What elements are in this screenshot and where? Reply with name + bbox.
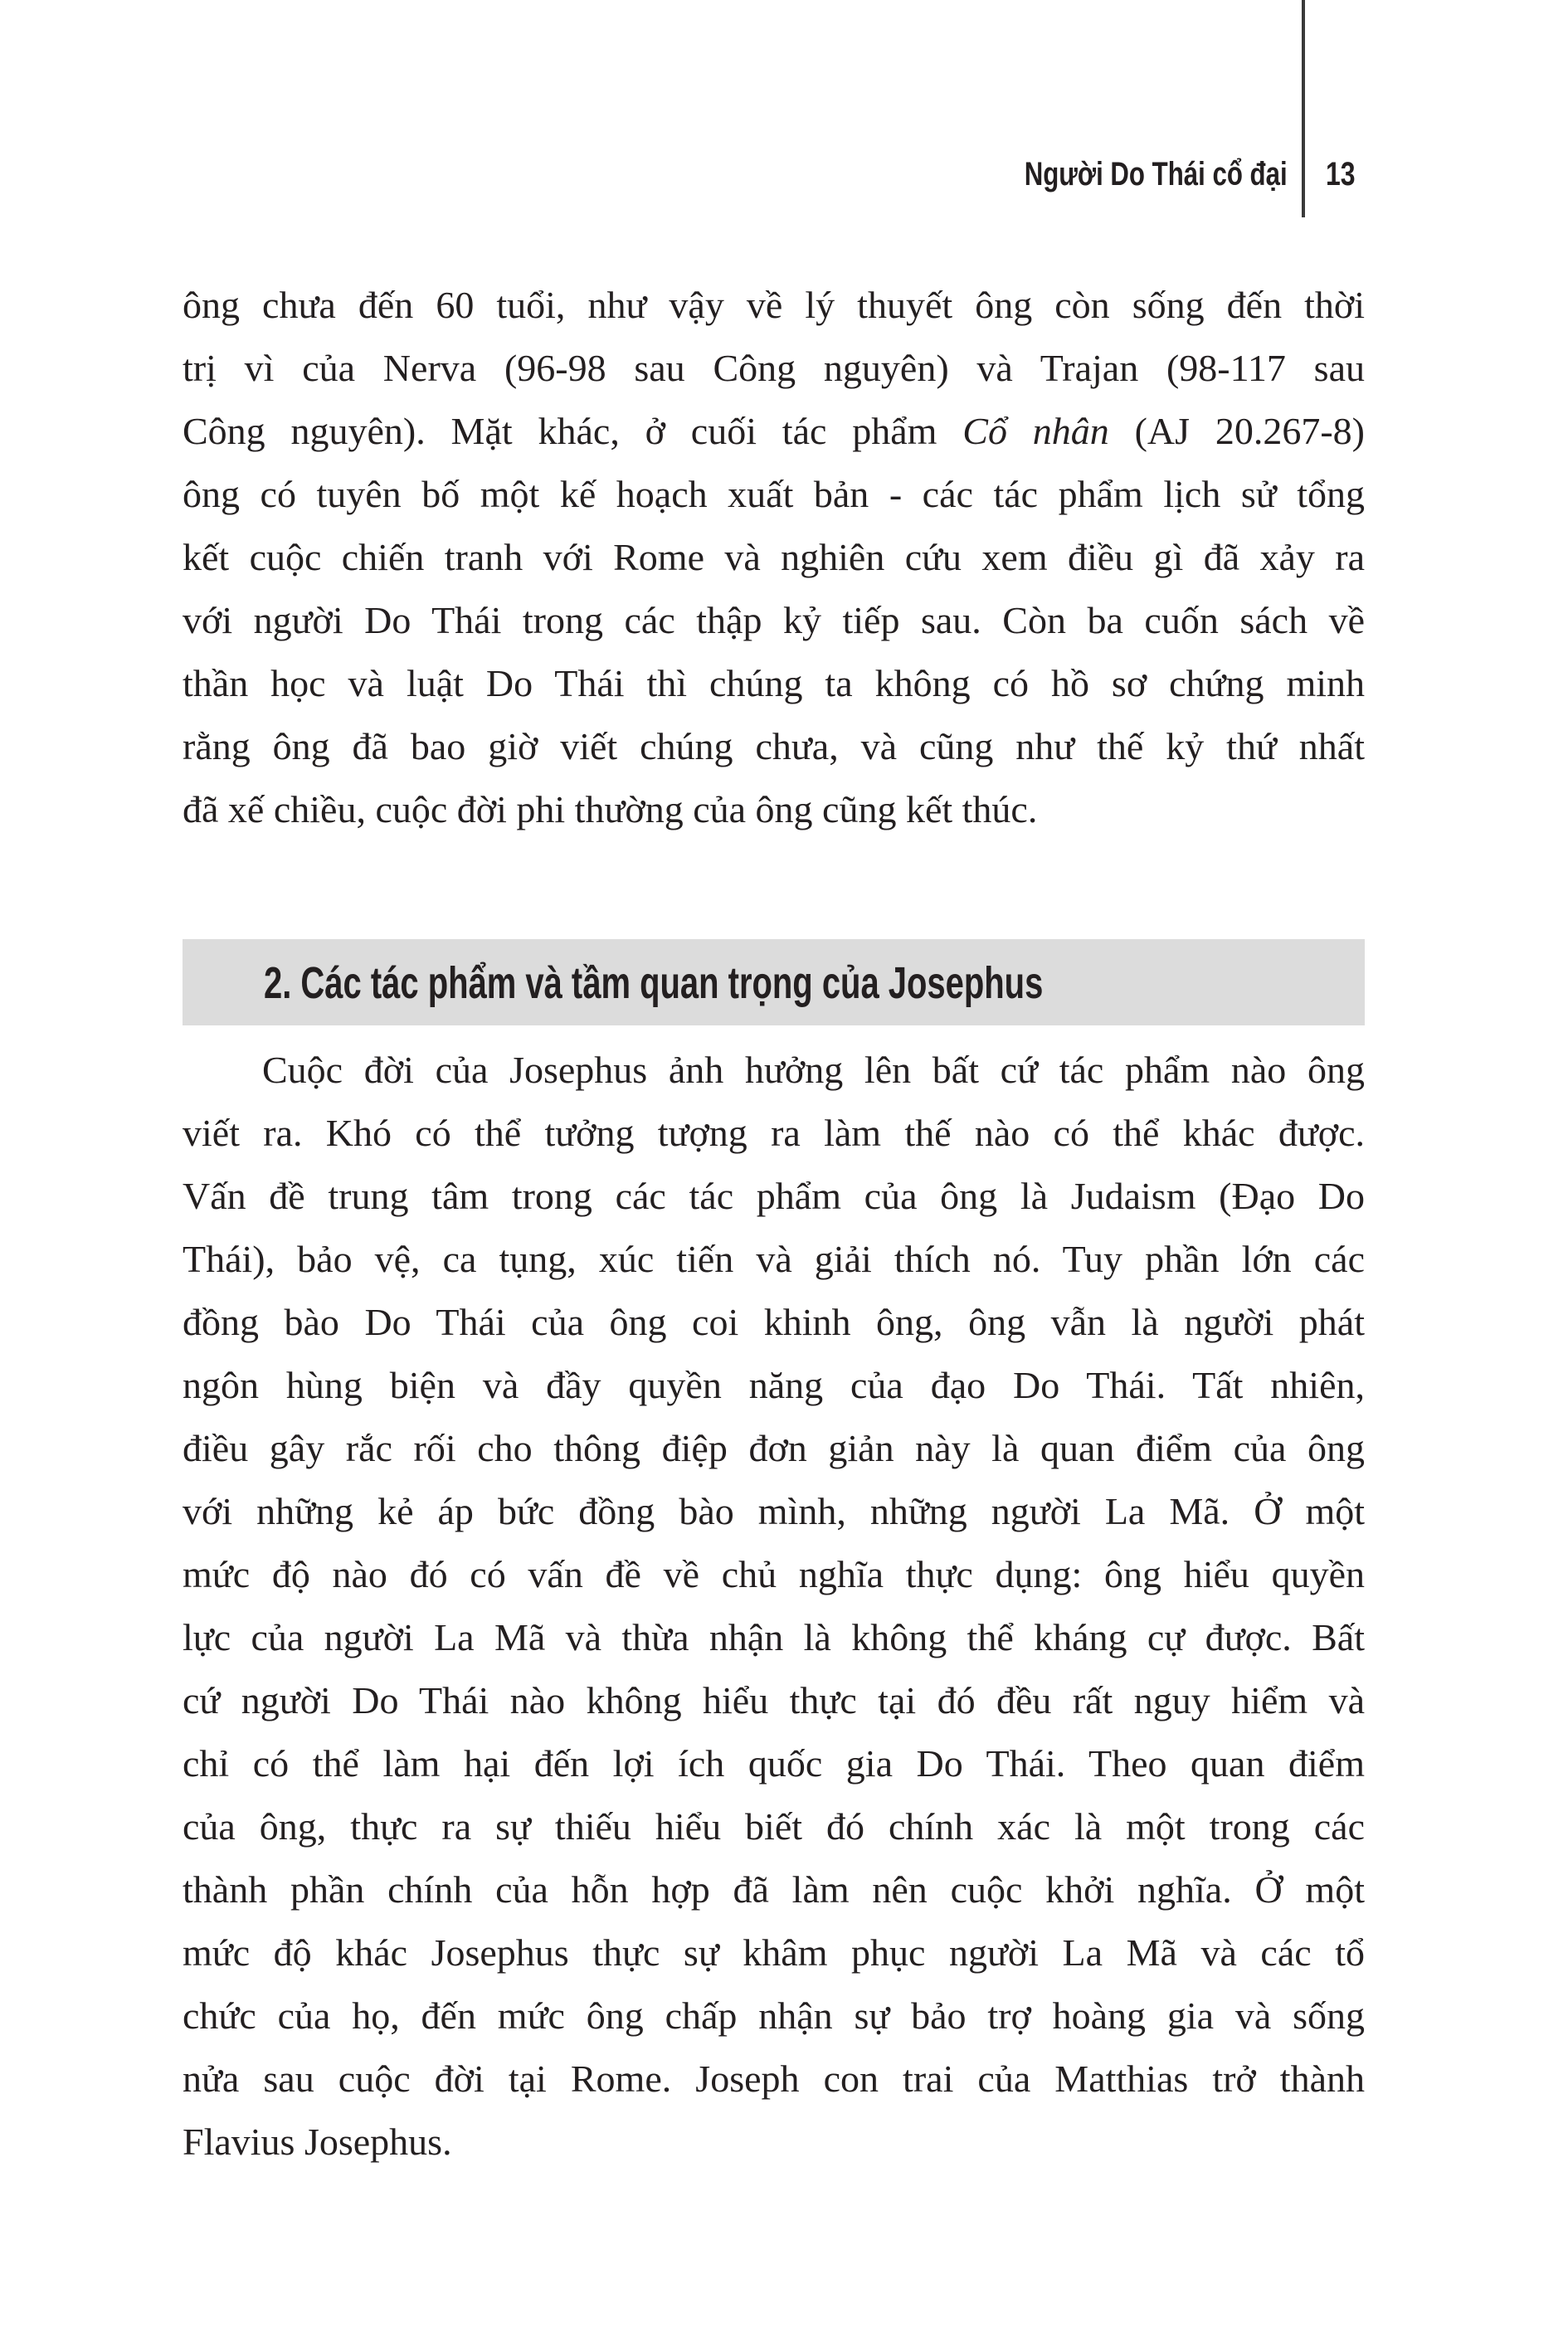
text-line: Cuộc đời của Josephus ảnh hưởng lên bất cứ tác phẩm nào ông (262, 1049, 1365, 1091)
text-line: chỉ có thể làm hại đến lợi ích quốc gia Do Thái. Theo quan điểm (183, 1742, 1365, 1785)
text-line: Vấn đề trung tâm trong các tác phẩm của ông là Judaism (Đạo Do (183, 1175, 1365, 1217)
text-line (183, 400, 1365, 463)
text-line: ông có tuyên bố một kế hoạch xuất bản - các tác phẩm lịch sử tổng (183, 473, 1365, 515)
text-line: điều gây rắc rối cho thông điệp đơn giản này là quan điểm của ông (183, 1427, 1365, 1469)
text-line: viết ra. Khó có thể tưởng tượng ra làm thế nào có thể khác được. (183, 1112, 1365, 1154)
text-line: thành phần chính của hỗn hợp đã làm nên cuộc khởi nghĩa. Ở một (183, 1868, 1365, 1911)
text-line: ông chưa đến 60 tuổi, như vậy về lý thuyết ông còn sống đến thời (183, 284, 1365, 326)
text-line: đồng bào Do Thái của ông coi khinh ông, ông vẫn là người phát (183, 1301, 1365, 1343)
text-line: Flavius Josephus. (183, 2121, 452, 2163)
text-line: kết cuộc chiến tranh với Rome và nghiên cứu xem điều gì đã xảy ra (183, 536, 1365, 578)
paragraph-1 (183, 274, 1365, 841)
text-line: rằng ông đã bao giờ viết chúng chưa, và cũng như thế kỷ thứ nhất (183, 725, 1365, 767)
text-line: với người Do Thái trong các thập kỷ tiếp sau. Còn ba cuốn sách về (183, 599, 1365, 641)
section-heading: 2. Các tác phẩm và tầm quan trọng của Josephus (264, 958, 1044, 1008)
text-line: ngôn hùng biện và đầy quyền năng của đạo Do Thái. Tất nhiên, (183, 1364, 1365, 1406)
book-title-italic: Cổ nhân (962, 410, 1109, 452)
running-title: Người Do Thái cổ đại (1024, 156, 1288, 192)
page-number: 13 (1326, 156, 1356, 192)
text-line: nửa sau cuộc đời tại Rome. Joseph con trai của Matthias trở thành (183, 2057, 1365, 2100)
text-line: với những kẻ áp bức đồng bào mình, những người La Mã. Ở một (183, 1490, 1365, 1532)
text-line: mức độ khác Josephus thực sự khâm phục người La Mã và các tổ (183, 1931, 1365, 1974)
text-line: chức của họ, đến mức ông chấp nhận sự bảo trợ hoàng gia và sống (183, 1994, 1365, 2037)
text-line: lực của người La Mã và thừa nhận là không thể kháng cự được. Bất (183, 1616, 1365, 1658)
text-segment: Công nguyên). Mặt khác, ở cuối tác phẩm (183, 410, 963, 452)
text-line: mức độ nào đó có vấn đề về chủ nghĩa thực dụng: ông hiểu quyền (183, 1553, 1365, 1595)
text-segment: (AJ 20.267-8) (1108, 410, 1366, 452)
text-line: trị vì của Nerva (96-98 sau Công nguyên) và Trajan (98-117 sau (183, 347, 1365, 389)
section-heading-box (183, 939, 1365, 1025)
text-line: thần học và luật Do Thái thì chúng ta không có hồ sơ chứng minh (183, 662, 1365, 704)
text-line: đã xế chiều, cuộc đời phi thường của ông cũng kết thúc. (183, 788, 1038, 830)
header-divider (1302, 0, 1305, 217)
text-line: của ông, thực ra sự thiếu hiểu biết đó chính xác là một trong các (183, 1805, 1365, 1848)
paragraph-2 (183, 1039, 1365, 2174)
text-line: Thái), bảo vệ, ca tụng, xúc tiến và giải thích nó. Tuy phần lớn các (183, 1238, 1365, 1280)
text-line: cứ người Do Thái nào không hiểu thực tại đó đều rất nguy hiểm và (183, 1679, 1365, 1721)
